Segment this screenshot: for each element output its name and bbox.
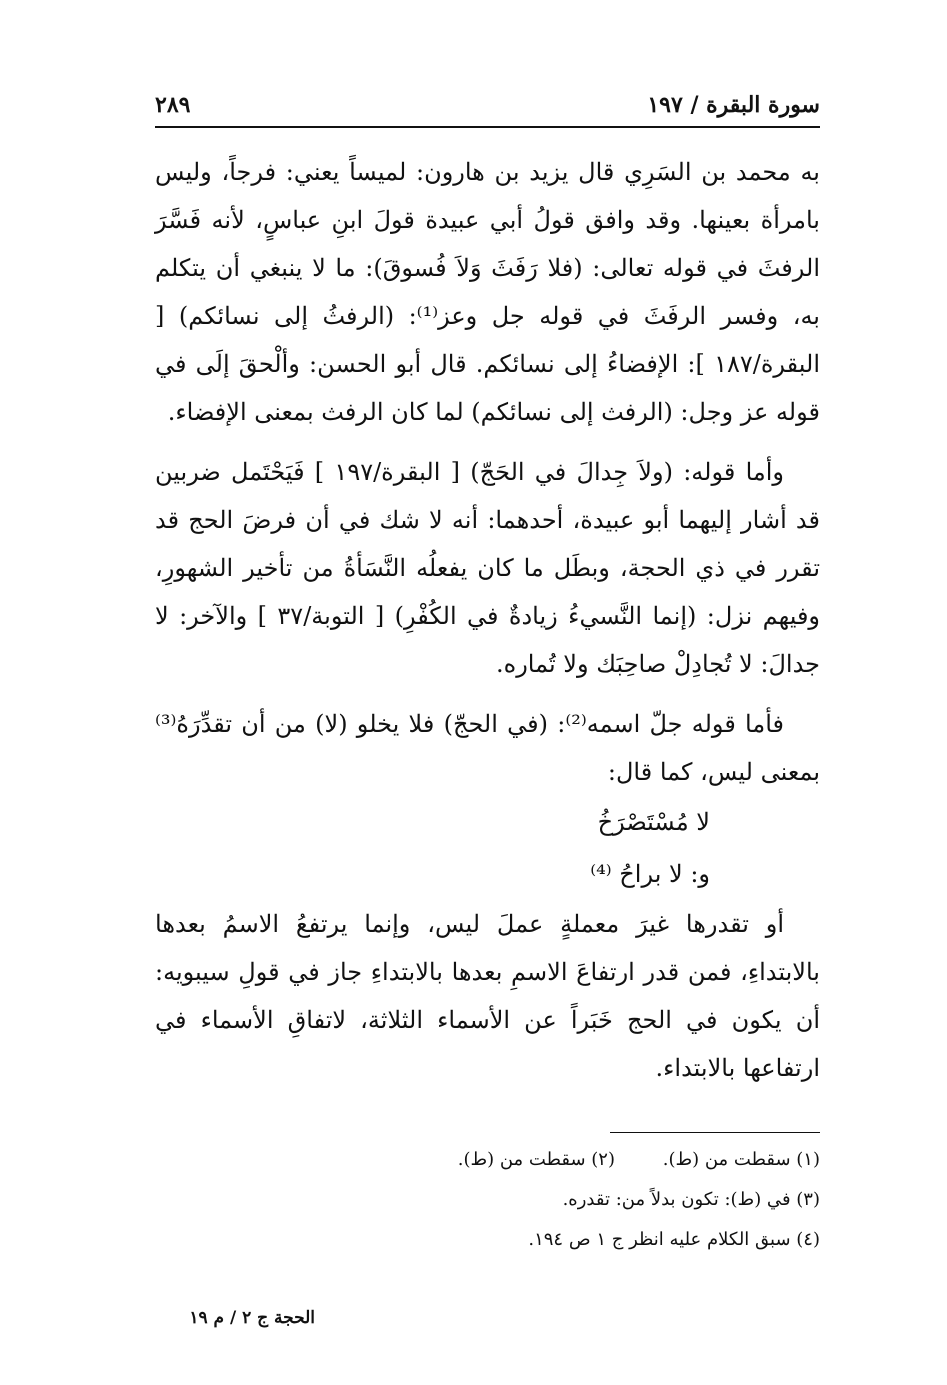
verse-line-2: و: لا براحُ ⁽⁴⁾	[590, 860, 710, 888]
page-number: ٢٨٩	[155, 92, 191, 118]
footnote-4: (٤) سبق الكلام عليه انظر ج ١ ص ١٩٤.	[528, 1229, 820, 1250]
paragraph-4: أو تقدرها غيرَ معملةٍ عملَ ليس، وإنما يرتفعُ الاسمُ بعدها بالابتداءِ، فمن قدر ارتفاعَ الاسمِ بعدها بالابتداءِ جاز في قولِ سيبويه: أن يكون في الحج خَبَراً عن الأسماء الثلاثة، لاتفاقِ الأسماء في ارتفاعها بالابتداء.	[155, 910, 821, 1082]
paragraph-3: فأما قوله جلّ اسمه⁽²⁾: (في الحجّ) فلا يخلو (لا) من أن تقدِّرَهُ⁽³⁾ بمعنى ليس، كما قال:	[155, 710, 820, 786]
footnote-separator	[610, 1132, 820, 1133]
footnote-2: (٢) سقطت من (ط).	[457, 1149, 615, 1170]
running-header	[155, 86, 820, 128]
running-title: سورة البقرة / ١٩٧	[647, 92, 820, 118]
footnotes	[155, 1140, 820, 1260]
footnote-3: (٣) في (ط): تكون بدلاً من: تقدره.	[562, 1189, 820, 1210]
paragraph-1: به محمد بن السَرِي قال يزيد بن هارون: لميساً يعني: فرجاً، وليس بامرأة بعينها. وقد وافق قولُ أبي عبيدة قولَ ابنِ عباسٍ، لأنه فَسَّرَ الرفثَ في قوله تعالى: (فلا رَفَثَ وَلاَ فُسوقَ): ما لا ينبغي أن يتكلم به، وفسر الرفَثَ في قوله جل وعز⁽¹⁾: (الرفثُ إلى نسائكم) [ البقرة/١٨٧ ]: الإفضاءُ إلى نسائكم. قال أبو الحسن: وألْحقَ إلَى في قوله عز وجل: (الرفث إلى نسائكم) لما كان الرفث بمعنى الإفضاء.	[155, 158, 820, 426]
main-text	[155, 148, 820, 1104]
signature-mark: الحجة ج ٢ / م ١٩	[189, 1308, 315, 1328]
footnote-row-1	[155, 1140, 820, 1180]
footnote-1: (١) سقطت من (ط).	[662, 1149, 820, 1170]
paragraph-2: وأما قوله: (ولاَ جِدالَ في الحَجّ) [ البقرة/١٩٧ ] فَيَحْتَمل ضربين قد أشار إليهما أبو عبيدة، أحدهما: أنه لا شك في أن فرضَ الحج قد تقرر في ذي الحجة، وبطَل ما كان يفعلُه النَّسَأةُ من تأخير الشهورِ، وفيهم نزل: (إنما النَّسيءُ زيادةٌ في الكُفْرِ) [ التوبة/٣٧ ] والآخر: لا جدالَ: لا تُجادِلْ صاحِبَك ولا تُماره.	[155, 458, 821, 678]
verse-line-1: لا مُسْتَصْرَخُ	[597, 808, 710, 836]
